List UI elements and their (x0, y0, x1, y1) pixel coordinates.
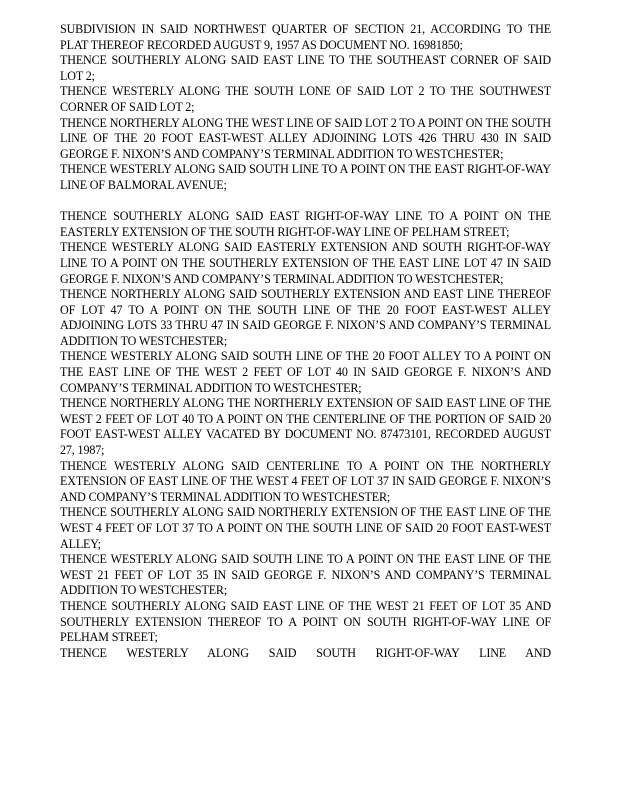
paragraph-course-14: THENCE WESTERLY ALONG SAID SOUTH RIGHT-OF-WAY LINE AND (60, 645, 551, 660)
paragraph-course-11: THENCE SOUTHERLY ALONG SAID NORTHERLY EXTENSION OF THE EAST LINE OF THE WEST 4 FEET OF LOT 37 TO A POINT ON THE SOUTH LINE OF SAID 20 FOOT EAST-WEST ALLEY; (60, 505, 551, 551)
paragraph-plat-reference: SUBDIVISION IN SAID NORTHWEST QUARTER OF SECTION 21, ACCORDING TO THE PLAT THEREOF RECORDED AUGUST 9, 1957 AS DOCUMENT NO. 16981850; (60, 22, 551, 52)
paragraph-course-2: THENCE WESTERLY ALONG THE SOUTH LONE OF SAID LOT 2 TO THE SOUTHWEST CORNER OF SAID LOT 2; (60, 84, 551, 114)
paragraph-course-4: THENCE WESTERLY ALONG SAID SOUTH LINE TO A POINT ON THE EAST RIGHT-OF-WAY LINE OF BALMORAL AVENUE; (60, 162, 551, 192)
paragraph-course-6: THENCE WESTERLY ALONG SAID EASTERLY EXTENSION AND SOUTH RIGHT-OF-WAY LINE TO A POINT ON THE SOUTHERLY EXTENSION OF THE EAST LINE LOT 47 IN SAID GEORGE F. NIXON’S AND COMPANY’S TERMINAL ADDITION TO WESTCHESTER; (60, 240, 551, 286)
paragraph-course-13: THENCE SOUTHERLY ALONG SAID EAST LINE OF THE WEST 21 FEET OF LOT 35 AND SOUTHERLY EXTENSION THEREOF TO A POINT ON SOUTH RIGHT-OF-WAY LINE OF PELHAM STREET; (60, 598, 551, 645)
paragraph-course-5: THENCE SOUTHERLY ALONG SAID EAST RIGHT-OF-WAY LINE TO A POINT ON THE EASTERLY EXTENSION OF THE SOUTH RIGHT-OF-WAY LINE OF PELHAM STREET; (60, 209, 551, 239)
paragraph-course-12: THENCE WESTERLY ALONG SAID SOUTH LINE TO A POINT ON THE EAST LINE OF THE WEST 21 FEET OF LOT 35 IN SAID GEORGE F. NIXON’S AND COMPANY’S TERMINAL ADDITION TO WESTCHESTER; (60, 552, 551, 598)
paragraph-course-1: THENCE SOUTHERLY ALONG SAID EAST LINE TO THE SOUTHEAST CORNER OF SAID LOT 2; (60, 53, 551, 83)
paragraph-course-10: THENCE WESTERLY ALONG SAID CENTERLINE TO A POINT ON THE NORTHERLY EXTENSION OF EAST LINE OF THE WEST 4 FEET OF LOT 37 IN SAID GEORGE F. NIXON’S AND COMPANY’S TERMINAL ADDITION TO WESTCHESTER; (60, 458, 551, 504)
legal-description-text (60, 22, 551, 661)
paragraph-course-3: THENCE NORTHERLY ALONG THE WEST LINE OF SAID LOT 2 TO A POINT ON THE SOUTH LINE OF THE 20 FOOT EAST-WEST ALLEY ADJOINING LOTS 426 THRU 430 IN SAID GEORGE F. NIXON’S AND COMPANY’S TERMINAL ADDITION TO WESTCHESTER; (60, 115, 551, 161)
paragraph-course-8: THENCE WESTERLY ALONG SAID SOUTH LINE OF THE 20 FOOT ALLEY TO A POINT ON THE EAST LINE OF THE WEST 2 FEET OF LOT 40 IN SAID GEORGE F. NIXON’S AND COMPANY’S TERMINAL ADDITION TO WESTCHESTER; (60, 349, 551, 395)
paragraph-course-9: THENCE NORTHERLY ALONG THE NORTHERLY EXTENSION OF SAID EAST LINE OF THE WEST 2 FEET OF LOT 40 TO A POINT ON THE CENTERLINE OF THE PORTION OF SAID 20 FOOT EAST-WEST ALLEY VACATED BY DOCUMENT NO. 87473101, RECORDED AUGUST 27, 1987; (60, 396, 551, 458)
paragraph-course-7: THENCE NORTHERLY ALONG SAID SOUTHERLY EXTENSION AND EAST LINE THEREOF OF LOT 47 TO A POINT ON THE SOUTH LINE OF THE 20 FOOT EAST-WEST ALLEY ADJOINING LOTS 33 THRU 47 IN SAID GEORGE F. NIXON’S AND COMPANY’S TERMINAL ADDITION TO WESTCHESTER; (60, 287, 551, 348)
